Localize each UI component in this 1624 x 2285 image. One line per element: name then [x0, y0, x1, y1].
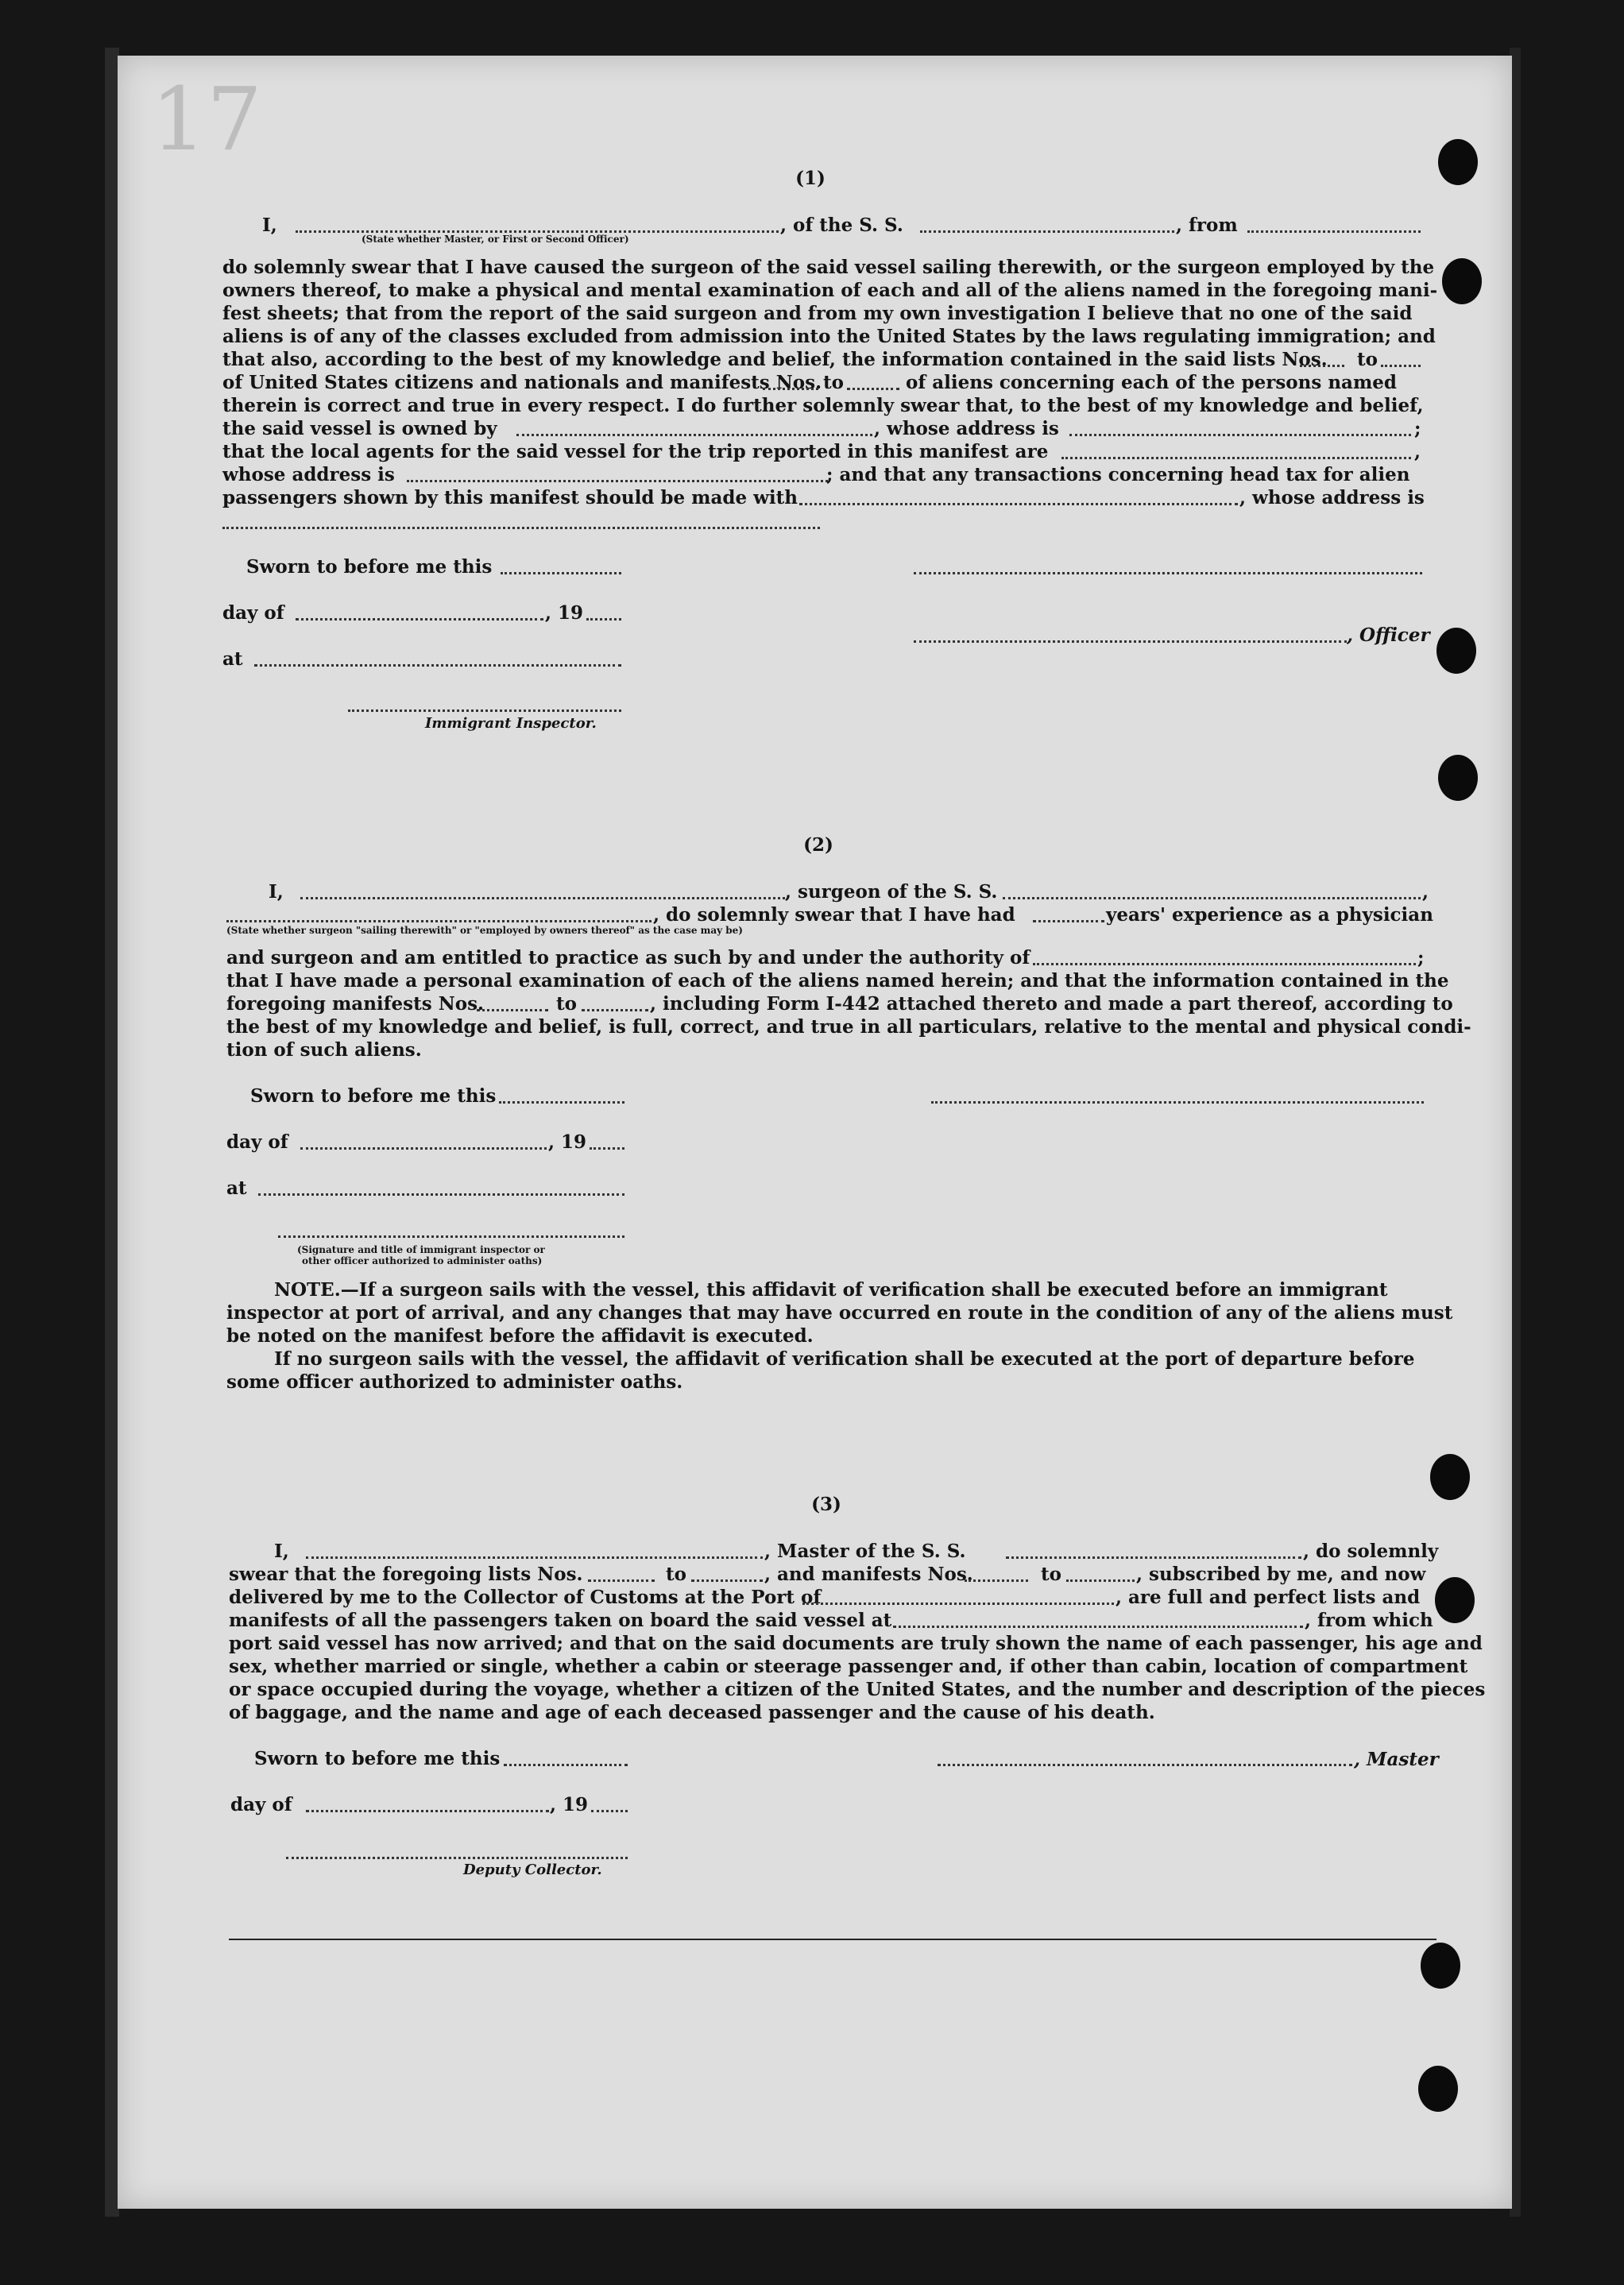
surgeon-signature-field[interactable] [931, 1101, 1424, 1104]
sworn-date-field[interactable] [504, 1764, 628, 1766]
day-field[interactable] [300, 1147, 547, 1150]
manifests-from-field[interactable] [965, 1579, 1028, 1582]
year-field[interactable] [586, 618, 621, 621]
margin-note: 17 [151, 68, 262, 170]
surgeon-name-field[interactable] [300, 897, 785, 899]
year-field[interactable] [590, 1147, 624, 1150]
note-line: inspector at port of arrival, and any changes that may have occurred en route in the condition of any of the aliens must [226, 1302, 1453, 1324]
note-line: be noted on the manifest before the affidavit is executed. [226, 1325, 814, 1347]
text: I, [262, 215, 277, 236]
text: day of [230, 1794, 292, 1815]
local-agents-field[interactable] [1061, 457, 1411, 459]
paragraph-line: that I have made a personal examination of each of the aliens named herein; and that the information contained in the [226, 970, 1449, 992]
punch-hole [1438, 755, 1478, 801]
text: passengers shown by this manifest should be made with [222, 487, 798, 508]
lists-to-field[interactable] [691, 1579, 763, 1582]
text: and surgeon and am entitled to practice as such by and under the authority of [226, 947, 1030, 969]
paragraph-line: of baggage, and the name and age of each deceased passenger and the cause of his death. [229, 1702, 1155, 1723]
at-place-field[interactable] [254, 664, 621, 667]
text: to [1357, 349, 1378, 370]
master-vessel-field[interactable] [1006, 1556, 1301, 1559]
vessel-name-field[interactable] [920, 230, 1174, 233]
text: Sworn to before me this [254, 1748, 501, 1769]
paragraph-line: or space occupied during the voyage, whether a citizen of the United States, and the number and description of the pieces [229, 1679, 1486, 1700]
field-hint: (State whether Master, or First or Second Officer) [362, 234, 629, 245]
head-tax-address-field[interactable] [222, 527, 820, 529]
inspector-signature-field[interactable] [278, 1235, 624, 1238]
inspector-signature-field[interactable] [348, 709, 621, 712]
punch-hole [1421, 1943, 1460, 1989]
paragraph-line: that also, according to the best of my knowledge and belief, the information contained in the said lists Nos. [222, 349, 1328, 370]
text: , 19 [548, 1131, 587, 1153]
text: at [222, 648, 243, 670]
signature-hint: (Signature and title of immigrant inspector or [297, 1244, 545, 1255]
punch-hole [1438, 139, 1478, 185]
text: , [1414, 441, 1421, 462]
master-label: , Master [1354, 1749, 1439, 1770]
manifests-from-field[interactable] [477, 1009, 548, 1011]
text: swear that the foregoing lists Nos. [229, 1564, 583, 1585]
text: manifests of all the passengers taken on board the said vessel at [229, 1610, 892, 1631]
master-name-field[interactable] [306, 1556, 763, 1559]
text: , surgeon of the S. S. [785, 881, 998, 903]
text: , [1422, 881, 1429, 903]
text: I, [269, 881, 284, 903]
manifests-from-field[interactable] [763, 388, 818, 390]
text: ; [1417, 947, 1425, 969]
surgeon-vessel-field[interactable] [1003, 897, 1421, 899]
text: , from [1176, 215, 1238, 236]
text: , whose address is [1239, 487, 1425, 508]
paragraph-line: of aliens concerning each of the persons named [906, 372, 1398, 393]
text: , of the S. S. [780, 215, 903, 236]
note-line: some officer authorized to administer oaths. [226, 1371, 683, 1393]
boarding-port-field[interactable] [893, 1626, 1303, 1628]
text: to [666, 1564, 686, 1585]
text: Sworn to before me this [246, 556, 493, 578]
manifests-to-field[interactable] [582, 1009, 648, 1011]
note-text: —If a surgeon sails with the vessel, this affidavit of verification shall be executed before an immigrant [340, 1279, 1388, 1301]
text: , 19 [550, 1794, 589, 1815]
manifests-to-field[interactable] [847, 388, 899, 390]
text: , do solemnly [1303, 1541, 1439, 1562]
year-field[interactable] [591, 1810, 628, 1812]
text: day of [222, 602, 284, 624]
punch-hole [1442, 258, 1482, 304]
paragraph-line: aliens is of any of the classes excluded from admission into the United States by the laws regulating immigration; and [222, 326, 1436, 347]
text: , and manifests Nos. [764, 1564, 973, 1585]
officer-rank-field[interactable] [296, 230, 779, 233]
text: , 19 [545, 602, 584, 624]
master-signature-field[interactable] [938, 1764, 1352, 1766]
text: delivered by me to the Collector of Customs at the Port of [229, 1587, 822, 1608]
deputy-label: Deputy Collector. [463, 1862, 602, 1878]
inspector-label: Immigrant Inspector. [425, 715, 597, 732]
surgeon-status-field[interactable] [226, 920, 652, 922]
text: , including Form I-442 attached thereto and made a part thereof, according to [650, 993, 1453, 1015]
paragraph-line: therein is correct and true in every respect. I do further solemnly swear that, to the best of my knowledge and belief, [222, 395, 1424, 416]
text: foregoing manifests Nos. [226, 993, 485, 1015]
signature-hint: other officer authorized to administer oaths) [302, 1255, 543, 1266]
note-line: If no surgeon sails with the vessel, the affidavit of verification shall be executed at the port of departure before [274, 1348, 1415, 1370]
paragraph-line: do solemnly swear that I have caused the surgeon of the said vessel sailing therewith, or the surgeon employed by the [222, 257, 1435, 278]
paragraph-line: the best of my knowledge and belief, is full, correct, and true in all particulars, relative to the mental and physical condi- [226, 1016, 1471, 1038]
paragraph-line: sex, whether married or single, whether a cabin or steerage passenger and, if other than cabin, location of compartment [229, 1656, 1468, 1677]
text: that the local agents for the said vessel for the trip reported in this manifest are [222, 441, 1049, 462]
section-number: (3) [811, 1494, 841, 1515]
text: ; [1414, 418, 1421, 439]
from-port-field[interactable] [1247, 230, 1421, 233]
text: to [823, 372, 844, 393]
text: whose address is [222, 464, 395, 485]
text: , are full and perfect lists and [1116, 1587, 1421, 1608]
text: , subscribed by me, and now [1136, 1564, 1426, 1585]
punch-hole [1436, 628, 1476, 674]
text: , Master of the S. S. [764, 1541, 966, 1562]
paragraph-line: owners thereof, to make a physical and mental examination of each and all of the aliens named in the foregoing mani- [222, 280, 1438, 301]
text: day of [226, 1131, 288, 1153]
lists-to-field[interactable] [1381, 365, 1421, 367]
day-field[interactable] [306, 1810, 549, 1812]
note-line [274, 1281, 1388, 1299]
punch-hole [1435, 1577, 1475, 1623]
text: to [1041, 1564, 1061, 1585]
text: , do solemnly swear that I have had [653, 904, 1015, 926]
sworn-date-field[interactable] [499, 1101, 624, 1104]
text: years' experience as a physician [1106, 904, 1433, 926]
lists-from-field[interactable] [1300, 365, 1344, 367]
field-hint: (State whether surgeon "sailing therewith" or "employed by owners thereof" as the case may be) [226, 925, 743, 936]
owner-address-field[interactable] [1069, 434, 1411, 436]
head-tax-contact-field[interactable] [799, 503, 1238, 505]
years-experience-field[interactable] [1033, 920, 1104, 922]
day-field[interactable] [296, 618, 543, 621]
paragraph-line: port said vessel has now arrived; and that on the said documents are truly shown the name of each passenger, his age and [229, 1633, 1483, 1654]
text: to [556, 993, 577, 1015]
text: at [226, 1177, 247, 1199]
lists-from-field[interactable] [588, 1579, 655, 1582]
paragraph-line: fest sheets; that from the report of the said surgeon and from my own investigation I believe that no one of the said [222, 303, 1413, 324]
punch-hole [1418, 2066, 1458, 2112]
paragraph-line: of United States citizens and nationals and manifests Nos. [222, 372, 822, 393]
text: , whose address is [874, 418, 1059, 439]
paragraph-line: tion of such aliens. [226, 1039, 422, 1061]
bottom-rule [229, 1939, 1436, 1940]
sworn-date-field[interactable] [501, 572, 621, 574]
agent-address-field[interactable] [407, 480, 828, 482]
text: Sworn to before me this [250, 1085, 497, 1107]
officer-name-field[interactable] [914, 640, 1347, 643]
text: ; and that any transactions concerning head tax for alien [826, 464, 1410, 485]
at-place-field[interactable] [258, 1193, 624, 1196]
owner-field[interactable] [516, 434, 872, 436]
text: , from which [1305, 1610, 1433, 1631]
section-number: (1) [795, 168, 826, 189]
authority-field[interactable] [1033, 963, 1416, 965]
note-label: NOTE. [274, 1279, 341, 1301]
text: I, [274, 1541, 289, 1562]
text: the said vessel is owned by [222, 418, 497, 439]
manifests-to-field[interactable] [1066, 1579, 1135, 1582]
deputy-signature-field[interactable] [286, 1857, 628, 1859]
officer-signature-field[interactable] [914, 572, 1422, 574]
section-number: (2) [803, 834, 833, 856]
officer-label: , Officer [1347, 624, 1430, 646]
punch-hole [1430, 1454, 1470, 1500]
port-field[interactable] [802, 1603, 1114, 1605]
